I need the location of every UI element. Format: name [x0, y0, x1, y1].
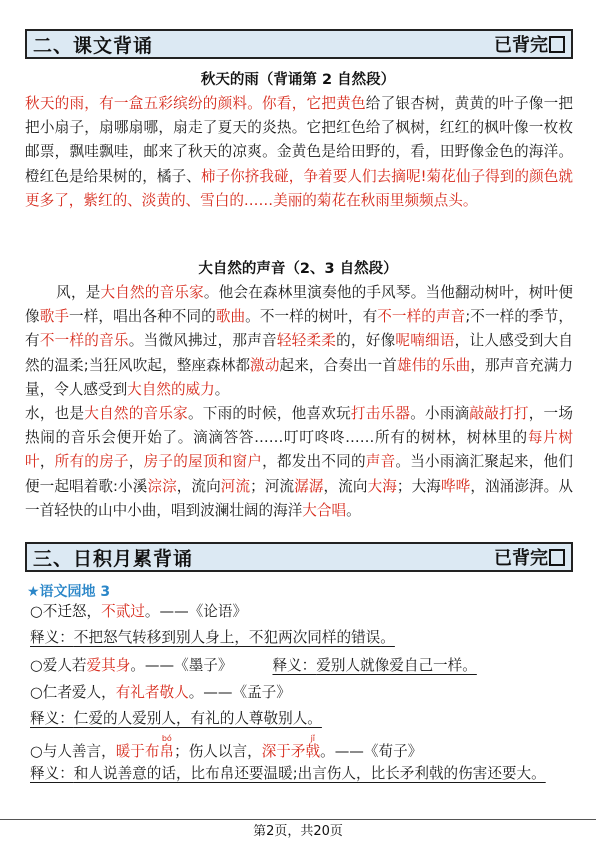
body-text: 的，好像	[336, 332, 396, 350]
quote-text: ○不迁怒，	[30, 603, 102, 620]
body-text: ；河流	[250, 477, 295, 495]
highlight-text: 不一样的音乐	[39, 332, 129, 350]
quote-source: 。——《荀子》	[320, 743, 423, 760]
explanation-label: 释义：	[272, 657, 317, 674]
quote-source: 。——《墨子》	[130, 657, 233, 674]
highlight-text: 不一样的声音	[377, 308, 466, 326]
highlight-text: 敲敲打打	[469, 405, 529, 422]
nature-sounds-title: 大自然的声音（2、3 自然段）	[198, 261, 398, 277]
highlight-text: 声音	[365, 453, 396, 471]
body-text: 风，是	[56, 284, 101, 301]
quote-mengzi	[30, 683, 573, 703]
section-title: 二、课文背诵	[33, 34, 154, 57]
highlight-text: 打击乐器	[350, 405, 411, 422]
highlight-text: 房子的屋顶和窗户	[143, 453, 263, 471]
explanation-label: 释义：	[30, 765, 74, 782]
body-text: ;不一样的季节，有	[25, 308, 573, 350]
quote-xunzi	[30, 734, 573, 764]
highlight-text: 潺潺	[294, 477, 324, 495]
explanation-label: 释义：	[30, 629, 74, 646]
body-text: 。他会在森林里演奏他的手风琴。当他翻动树叶，树叶便像	[25, 284, 573, 326]
section-header-accumulation	[25, 542, 573, 572]
quote-text: ○仁者爱人，	[30, 684, 116, 701]
highlight-text: 每片树叶	[25, 429, 573, 471]
body-text: ，	[128, 453, 144, 471]
explanation-label: 释义：	[30, 710, 74, 727]
quote-text: ；伤人以言，	[174, 743, 262, 760]
quote-source: 。——《孟子》	[188, 684, 291, 701]
pinyin: bó	[159, 734, 175, 743]
recited-status	[494, 544, 565, 570]
body-text: 给了银杏树，黄黄的叶子像一把把小扇子，扇哪扇哪，扇走了夏天的炎热。它把红色给了枫树，红红的枫叶像一枚枚邮票，飘哇飘哇，邮来了秋天的凉爽。金黄色是给田野的，看，田野像金色的海洋。橙红色是给果树的，橘子、	[25, 95, 573, 185]
body-text: 起来，合奏出一首	[279, 356, 397, 374]
garden-title: ★语文园地 3	[27, 584, 111, 600]
recited-status-label: 已背完	[494, 548, 548, 569]
ruby-char: 戟jǐ	[305, 734, 321, 760]
body-text: 。不一样的树叶，有	[245, 308, 378, 326]
autumn-rain-paragraph	[25, 92, 573, 213]
explanation-text: 不把怒气转移到别人身上，不犯两次同样的错误。	[73, 629, 395, 646]
page-number: 第2页，共20页	[253, 824, 343, 839]
wind-paragraph	[25, 281, 573, 402]
quote-text: ○与人善言，	[30, 743, 116, 760]
body-text: ；大海	[396, 477, 441, 495]
quote-highlight: 爱其身	[86, 657, 131, 674]
body-text: ，一场热闹的音乐会便开始了。滴滴答答……叮叮咚咚……所有的树林，树林里的	[25, 405, 573, 447]
body-text: ，流向	[323, 477, 368, 495]
autumn-rain-title: 秋天的雨（背诵第 2 自然段）	[200, 72, 396, 88]
section-header-recitation	[25, 29, 573, 59]
body-text: 。	[214, 380, 230, 398]
recited-status	[494, 31, 565, 57]
body-text: 。小雨滴	[410, 405, 470, 422]
highlight-text: 所有的房子	[54, 453, 129, 471]
explanation-xunzi	[30, 762, 573, 786]
body-text: ，那声音充满力量，令人感受到	[25, 356, 573, 398]
highlight-text: 大海	[367, 477, 397, 495]
quote-highlight: 深于矛戟jǐ	[261, 734, 321, 760]
body-text: 水，也是	[25, 405, 85, 422]
quote-highlight: 不贰过	[101, 603, 145, 620]
explanation-text: 仁爱的人爱别人，有礼的人尊敬别人。	[73, 710, 322, 727]
checkbox-icon[interactable]	[549, 36, 565, 53]
water-paragraph	[25, 402, 573, 523]
explanation-lunyu	[30, 628, 573, 648]
body-text: ，汹涌澎湃。从一首轻快的山中小曲，唱到波澜壮阔的海洋	[25, 477, 573, 519]
quote-text: ○爱人若	[30, 657, 87, 674]
highlight-text: 哗哗	[440, 477, 471, 495]
highlight-text: 淙淙	[147, 477, 177, 495]
highlight-text: 秋天的雨，有一盒五彩缤纷的颜料。你看，它把黄色	[25, 95, 366, 112]
body-text: 。下雨的时候，他喜欢玩	[187, 405, 351, 422]
highlight-text: 歌曲	[215, 308, 246, 326]
highlight-text: 大合唱	[302, 501, 347, 519]
quote-highlight: 暖于布帛bó	[115, 734, 175, 760]
highlight-text: 歌手	[39, 308, 70, 326]
highlight-text: 大自然的音乐家	[100, 284, 204, 301]
highlight-text: 河流	[220, 477, 251, 495]
highlight-text: 轻轻柔柔	[276, 332, 337, 350]
body-text: 。	[346, 501, 361, 519]
explanation-mengzi	[30, 709, 573, 729]
section-title: 三、日积月累背诵	[33, 547, 194, 570]
highlight-text: 大自然的威力	[127, 380, 215, 398]
ruby-char: 帛bó	[159, 734, 175, 760]
quote-mozi	[30, 656, 573, 676]
body-text: ，让人感受到大自然的温柔;当狂风吹起，整座森林都	[25, 332, 573, 374]
body-text: 。当小雨滴汇聚起来，他们便一起唱着歌:小溪	[25, 453, 573, 495]
explanation-text: 爱别人就像爱自己一样。	[316, 657, 477, 674]
pinyin: jǐ	[305, 734, 321, 743]
quote-lunyu	[30, 602, 573, 622]
highlight-text: 大自然的音乐家	[84, 405, 188, 422]
body-text: 一样，唱出各种不同的	[69, 308, 216, 326]
body-text: ，都发出不同的	[262, 453, 366, 471]
highlight-text: 呢喃细语	[395, 332, 455, 350]
highlight-text: 激动	[250, 356, 280, 374]
body-text: ，	[39, 453, 55, 471]
recited-status-label: 已背完	[494, 35, 548, 56]
explanation-text: 和人说善意的话，比布帛还要温暖;出言伤人，比长矛利戟的伤害还要大。	[73, 765, 546, 782]
checkbox-icon[interactable]	[549, 549, 565, 566]
quote-highlight: 有礼者敬人	[115, 684, 189, 701]
highlight-text: 柿子你挤我碰，争着要人们去摘呢!菊花仙子得到的颜色就更多了，紫红的、淡黄的、雪白的……美丽的菊花在秋雨里频频点头。	[25, 167, 573, 209]
quote-source: 。——《论语》	[144, 603, 248, 620]
body-text: ，流向	[176, 477, 221, 495]
body-text: 。当微风拂过，那声音	[128, 332, 277, 350]
highlight-text: 雄伟的乐曲	[396, 356, 471, 374]
